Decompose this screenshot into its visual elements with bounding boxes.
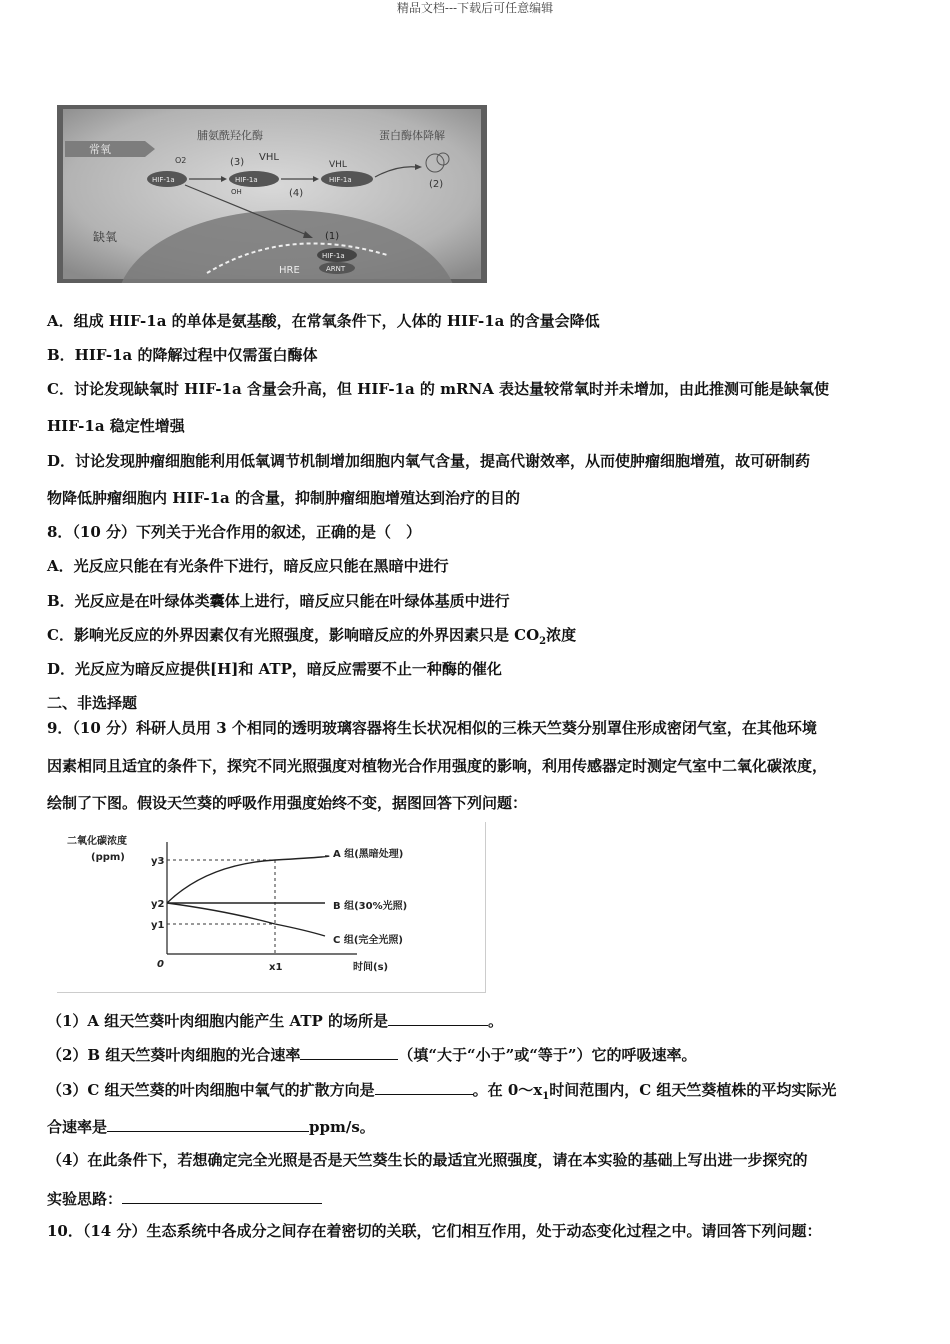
q8-option-a: A．光反应只能在有光条件下进行，暗反应只能在黑暗中进行 (47, 557, 449, 575)
q9-part3b-text: 合速率是 (47, 1118, 108, 1136)
q9-part1-text: （1）A 组天竺葵叶肉细胞内能产生 ATP 的场所是 (47, 1012, 389, 1030)
step-1-label: (1) (325, 231, 340, 242)
legend-series-b: B 组(30%光照) (333, 901, 408, 912)
section-heading: 二、非选择题 (47, 694, 138, 712)
q9-part2-end: （填“大于“小于”或“等于”）它的呼吸速率。 (398, 1046, 697, 1064)
q9-part1 (47, 1009, 503, 1031)
chart-y-tick-y2: y2 (151, 899, 165, 910)
vhl-label-1: VHL (259, 152, 279, 163)
chart-xlabel: 时间(s) (353, 962, 389, 973)
q10-stem: 10．（14 分）生态系统中各成分之间存在着密切的关联，它们相互作用，处于动态变化过程之中。请回答下列问题： (47, 1222, 822, 1240)
hif-label-2: HIF-1a (235, 176, 258, 184)
q7-option-a: A．组成 HIF-1a 的单体是氨基酸，在常氧条件下，人体的 HIF-1a 的含量会降低 (47, 312, 600, 330)
q9-part3b-blank[interactable] (107, 1115, 309, 1132)
chart-origin: 0 (157, 959, 164, 970)
q7-option-b: B．HIF-1a 的降解过程中仅需蛋白酶体 (47, 346, 318, 364)
q9-part3-blank[interactable] (375, 1078, 473, 1095)
hypoxia-label: 缺氧 (93, 230, 118, 244)
q9-part2-blank[interactable] (300, 1043, 398, 1060)
q9-part1-end: 。 (488, 1012, 504, 1030)
q7-option-c-line2: HIF-1a 稳定性增强 (47, 417, 185, 435)
chart-y-tick-y1: y1 (151, 920, 165, 931)
chart-x-tick: x1 (269, 962, 283, 973)
q9-part4-blank[interactable] (122, 1187, 322, 1204)
q9-part3b-end: ppm/s。 (309, 1118, 375, 1136)
q8-option-c-sub: 2 (539, 636, 547, 647)
q9-part3-mid: 。在 0～x (472, 1081, 543, 1099)
chart-ylabel-1: 二氧化碳浓度 (67, 836, 127, 847)
q8-stem: 8．（10 分）下列关于光合作用的叙述，正确的是（ ） (47, 523, 422, 541)
degradation-label: 蛋白酶体降解 (379, 129, 445, 142)
chart-ylabel-2: (ppm) (91, 852, 125, 863)
q8-option-c-text: C．影响光反应的外界因素仅有光照强度，影响暗反应的外界因素只是 CO (47, 626, 540, 644)
q9-part4-text: 实验思路： (47, 1190, 123, 1208)
q9-stem-line2: 因素相同且适宜的条件下，探究不同光照强度对植物光合作用强度的影响，利用传感器定时测定气室中二氧化碳浓度， (47, 757, 828, 775)
legend-series-c: C 组(完全光照) (333, 935, 403, 946)
q9-part3-end: 时间范围内，C 组天竺葵植株的平均实际光 (549, 1081, 837, 1099)
q9-part2 (47, 1043, 697, 1065)
legend-series-a: A 组(黑暗处理) (333, 849, 404, 860)
hif-pathway-figure (57, 105, 487, 283)
hif-label-4: HIF-1a (322, 252, 345, 260)
co2-chart (57, 822, 486, 993)
q7-option-c-line1: C．讨论发现缺氧时 HIF-1a 含量会升高，但 HIF-1a 的 mRNA 表达量较常氧时并未增加，由此推测可能是缺氧使 (47, 380, 830, 398)
q9-part4-line1: （4）在此条件下，若想确定完全光照是否是天竺葵生长的最适宜光照强度，请在本实验的基础上写出进一步探究的 (47, 1151, 808, 1169)
chart-y-tick-y3: y3 (151, 856, 165, 867)
oh-label: OH (231, 188, 242, 196)
q9-stem-line1: 9．（10 分）科研人员用 3 个相同的透明玻璃容器将生长状况相似的三株天竺葵分别罩住形成密闭气室，在其他环境 (47, 719, 817, 737)
q9-part3-line2 (47, 1115, 375, 1137)
q8-option-b: B．光反应是在叶绿体类囊体上进行，暗反应只能在叶绿体基质中进行 (47, 592, 510, 610)
q9-part2-text: （2）B 组天竺葵叶肉细胞的光合速率 (47, 1046, 301, 1064)
page-header: 精品文档---下载后可任意编辑 (396, 1, 554, 15)
hif-label-1: HIF-1a (152, 176, 175, 184)
series-line-a (167, 856, 329, 903)
step-3-label: (3) (230, 157, 245, 168)
q9-part3-text: （3）C 组天竺葵的叶肉细胞中氧气的扩散方向是 (47, 1081, 375, 1099)
step-4-label: (4) (289, 188, 304, 199)
q9-part3-sub: 1 (542, 1091, 550, 1102)
enzyme-label: 脯氨酰羟化酶 (197, 129, 263, 142)
q9-part4-line2 (47, 1187, 322, 1209)
hif-label-3: HIF-1a (329, 176, 352, 184)
q9-stem-line3: 绘制了下图。假设天竺葵的呼吸作用强度始终不变，据图回答下列问题： (47, 794, 528, 812)
q8-option-c-tail: 浓度 (546, 626, 577, 644)
q7-option-d-line2: 物降低肿瘤细胞内 HIF-1a 的含量，抑制肿瘤细胞增殖达到治疗的目的 (47, 489, 520, 507)
o2-label: O2 (175, 156, 187, 165)
q8-option-c (47, 625, 576, 652)
q8-option-d: D．光反应为暗反应提供[H]和 ATP，暗反应需要不止一种酶的催化 (47, 660, 502, 678)
step-2-label: (2) (429, 179, 444, 190)
q9-part3 (47, 1078, 836, 1107)
vhl-label-2: VHL (329, 160, 347, 170)
normoxia-label: 常氧 (89, 143, 111, 156)
series-line-c (167, 903, 325, 936)
arnt-label: ARNT (326, 265, 346, 273)
q7-option-d-line1: D．讨论发现肿瘤细胞能利用低氧调节机制增加细胞内氧气含量，提高代谢效率，从而使肿瘤细胞增殖，故可研制药 (47, 452, 811, 470)
hre-label: HRE (279, 265, 300, 276)
q9-part1-blank[interactable] (388, 1009, 488, 1026)
